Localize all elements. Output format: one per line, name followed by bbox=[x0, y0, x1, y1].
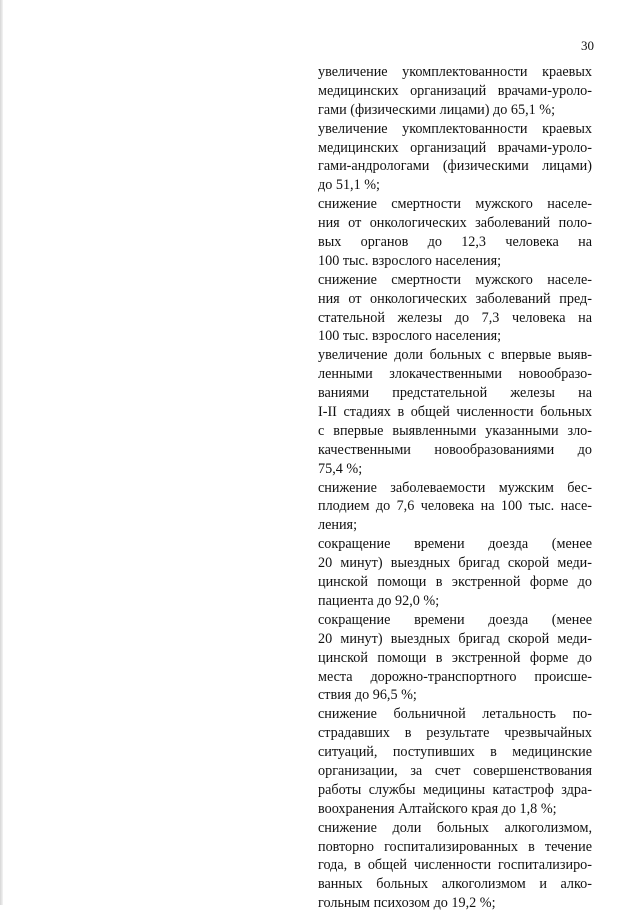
list-item-urologists-staffing bbox=[318, 63, 592, 120]
text-line: работы службы медицины катастроф здра- bbox=[318, 781, 592, 798]
text-line: ствия до 96,5 %; bbox=[318, 687, 417, 704]
text-line: медицинских организаций врачами-уроло- bbox=[318, 82, 592, 99]
body-text bbox=[318, 63, 592, 913]
text-line: снижение смертности мужского населе- bbox=[318, 271, 592, 288]
text-line: места дорожно-транспортного происше- bbox=[318, 668, 592, 685]
text-line: снижение доли больных алкоголизмом, bbox=[318, 819, 592, 836]
list-item-ambulance-to-patient bbox=[318, 535, 592, 611]
list-item-male-infertility bbox=[318, 479, 592, 536]
text-line: повторно госпитализированных в течение bbox=[318, 838, 592, 855]
text-line: увеличение укомплектованности краевых bbox=[318, 120, 592, 137]
page-number: 30 bbox=[581, 38, 594, 53]
text-line: гольным психозом до 19,2 %; bbox=[318, 895, 496, 912]
text-line: гами (физическими лицами) до 65,1 %; bbox=[318, 101, 556, 118]
text-line: увеличение укомплектованности краевых bbox=[318, 64, 592, 80]
text-line: цинской помощи в экстренной форме до bbox=[318, 649, 592, 666]
text-line: снижение больничной летальность по- bbox=[318, 706, 592, 723]
text-line: сокращение времени доезда (менее bbox=[318, 536, 592, 553]
text-line: ления; bbox=[318, 517, 358, 534]
list-item-emergency-hospital-lethality bbox=[318, 705, 592, 818]
text-line: 100 тыс. взрослого населения; bbox=[318, 328, 502, 345]
text-line: гами-андрологами (физическими лицами) bbox=[318, 158, 592, 175]
text-line: ния от онкологических заболеваний поло- bbox=[318, 215, 592, 232]
scan-edge bbox=[0, 0, 3, 905]
text-line: ленными злокачественными новообразо- bbox=[318, 366, 592, 383]
text-line: года, в общей численности госпитализиро- bbox=[318, 857, 592, 874]
text-line: вых органов до 12,3 человека на bbox=[318, 234, 592, 251]
text-line: качественными новообразованиями до bbox=[318, 441, 592, 458]
text-line: воохранения Алтайского края до 1,8 %; bbox=[318, 800, 557, 817]
text-line: пациента до 92,0 %; bbox=[318, 592, 440, 609]
text-line: ванных больных алкоголизмом и алко- bbox=[318, 876, 592, 893]
list-item-prostate-cancer-mortality bbox=[318, 271, 592, 347]
text-line: страдавших в результате чрезвычайных bbox=[318, 725, 592, 742]
text-line: снижение смертности мужского населе- bbox=[318, 196, 592, 213]
text-line: 100 тыс. взрослого населения; bbox=[318, 252, 502, 269]
text-line: до 51,1 %; bbox=[318, 177, 380, 194]
text-line: плодием до 7,6 человека на 100 тыс. насе- bbox=[318, 498, 592, 515]
text-line: медицинских организаций врачами-уроло- bbox=[318, 139, 592, 156]
text-line: 20 минут) выездных бригад скорой меди- bbox=[318, 630, 592, 647]
text-line: I-II стадиях в общей численности больных bbox=[318, 404, 592, 421]
list-item-early-stage-detection bbox=[318, 346, 592, 478]
list-item-genital-cancer-mortality bbox=[318, 195, 592, 271]
text-line: стательной железы до 7,3 человека на bbox=[318, 309, 592, 326]
list-item-ambulance-to-accident bbox=[318, 611, 592, 705]
text-line: ситуаций, поступивших в медицинские bbox=[318, 744, 592, 761]
text-line: ваниями предстательной железы на bbox=[318, 385, 592, 402]
text-line: 20 минут) выездных бригад скорой меди- bbox=[318, 555, 592, 572]
text-line: цинской помощи в экстренной форме до bbox=[318, 574, 592, 591]
text-line: увеличение доли больных с впервые выяв- bbox=[318, 347, 592, 364]
text-line: организации, за счет совершенствования bbox=[318, 762, 592, 779]
text-line: с впервые выявленными указанными зло- bbox=[318, 422, 592, 439]
text-line: 75,4 %; bbox=[318, 460, 363, 477]
text-line: ния от онкологических заболеваний пред- bbox=[318, 290, 592, 307]
text-line: сокращение времени доезда (менее bbox=[318, 611, 592, 628]
list-item-alcoholism-readmission bbox=[318, 819, 592, 913]
text-line: снижение заболеваемости мужским бес- bbox=[318, 479, 592, 496]
list-item-andrologists-staffing bbox=[318, 120, 592, 196]
